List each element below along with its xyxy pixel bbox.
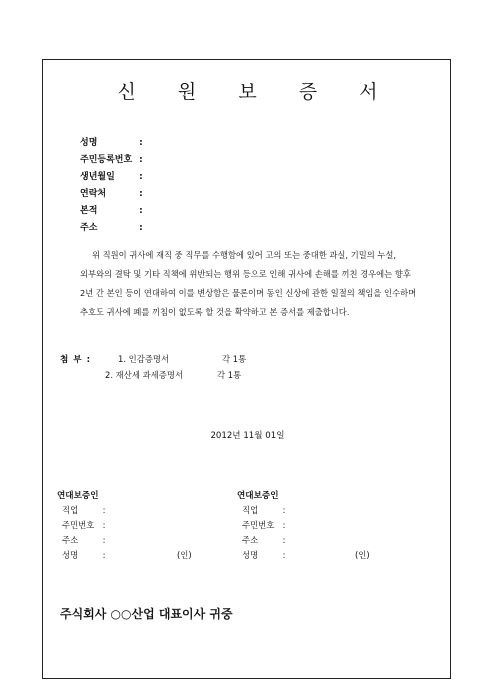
guarantor-row-label: 주소 — [242, 535, 259, 545]
paragraph-line: 위 직원이 귀사에 재직 중 직무를 수행함에 있어 고의 또는 중대한 과실, 기밀의 누설, — [92, 250, 397, 260]
guarantor-row-sep: : — [102, 550, 106, 560]
guarantor-row-sep: : — [102, 535, 106, 545]
guarantor-row-sep: : — [102, 505, 106, 515]
guarantor-row — [62, 519, 106, 531]
field-sep: : — [139, 172, 143, 182]
guarantor-row-label: 직업 — [62, 505, 79, 515]
guarantor-row — [62, 549, 106, 561]
field-label: 주민등록번호 — [80, 155, 133, 165]
field-sep: : — [139, 223, 143, 233]
guarantor-row-sep: : — [282, 520, 286, 530]
attachment-item: 2. 재산세 과세증명서 — [105, 370, 184, 380]
field-address — [80, 220, 143, 233]
guarantor-row — [62, 534, 106, 546]
recipient-line: 주식회사 ○○산업 대표이사 귀중 — [60, 607, 233, 621]
field-label: 연락처 — [80, 189, 107, 199]
field-sep: : — [139, 189, 143, 199]
guarantor-row-label: 직업 — [242, 505, 259, 515]
field-birthdate — [80, 169, 143, 182]
paragraph-line: 외부와의 결탁 및 기타 직책에 위반되는 행위 등으로 인해 귀사에 손해를 끼친 경우에는 향후 — [80, 269, 411, 279]
field-resident-number — [80, 152, 143, 165]
seal-mark: (인) — [177, 550, 192, 560]
guarantor-row-sep: : — [282, 505, 286, 515]
guarantor-row-label: 주소 — [62, 535, 79, 545]
field-label: 주소 — [80, 223, 98, 233]
guarantor-heading: 연대보증인 — [237, 491, 279, 501]
field-label: 생년월일 — [80, 172, 115, 182]
guarantor-row-label: 주민번호 — [62, 520, 95, 530]
field-sep: : — [139, 138, 143, 148]
guarantor-row — [242, 549, 286, 561]
field-sep: : — [139, 155, 143, 165]
paragraph-line: 2년 간 본인 등이 연대하여 이를 변상함은 물론이며 동인 신상에 관한 일절의 책임을 인수하며 — [80, 288, 417, 298]
attachment-count: 각 1통 — [222, 354, 247, 364]
document-title: 신 원 보 증 서 — [117, 81, 396, 103]
document-date: 2012년 11월 01일 — [210, 431, 285, 441]
guarantor-row-sep: : — [282, 550, 286, 560]
paragraph-line: 추호도 귀사에 폐를 끼침이 없도록 할 것을 확약하고 본 증서를 제출합니다. — [80, 307, 350, 317]
guarantor-row — [242, 534, 286, 546]
guarantor-row-sep: : — [102, 520, 106, 530]
attachment-count: 각 1통 — [217, 370, 242, 380]
guarantor-row-sep: : — [282, 535, 286, 545]
seal-mark: (인) — [355, 550, 370, 560]
field-sep: : — [139, 206, 143, 216]
field-domicile — [80, 203, 143, 216]
guarantor-row — [242, 519, 286, 531]
guarantor-row-label: 성명 — [242, 550, 259, 560]
guarantor-row-label: 성명 — [62, 550, 79, 560]
guarantor-row-label: 주민번호 — [242, 520, 275, 530]
guarantor-row — [62, 504, 106, 516]
attachments-label: 첨 부 : — [60, 355, 92, 365]
guarantor-row — [242, 504, 286, 516]
guarantor-heading: 연대보증인 — [57, 491, 99, 501]
field-label: 성명 — [80, 138, 98, 148]
field-contact — [80, 186, 143, 199]
field-label: 본적 — [80, 206, 98, 216]
field-name — [80, 135, 143, 148]
guarantee-paragraph — [80, 246, 437, 322]
attachment-item: 1. 인감증명서 — [118, 354, 170, 364]
